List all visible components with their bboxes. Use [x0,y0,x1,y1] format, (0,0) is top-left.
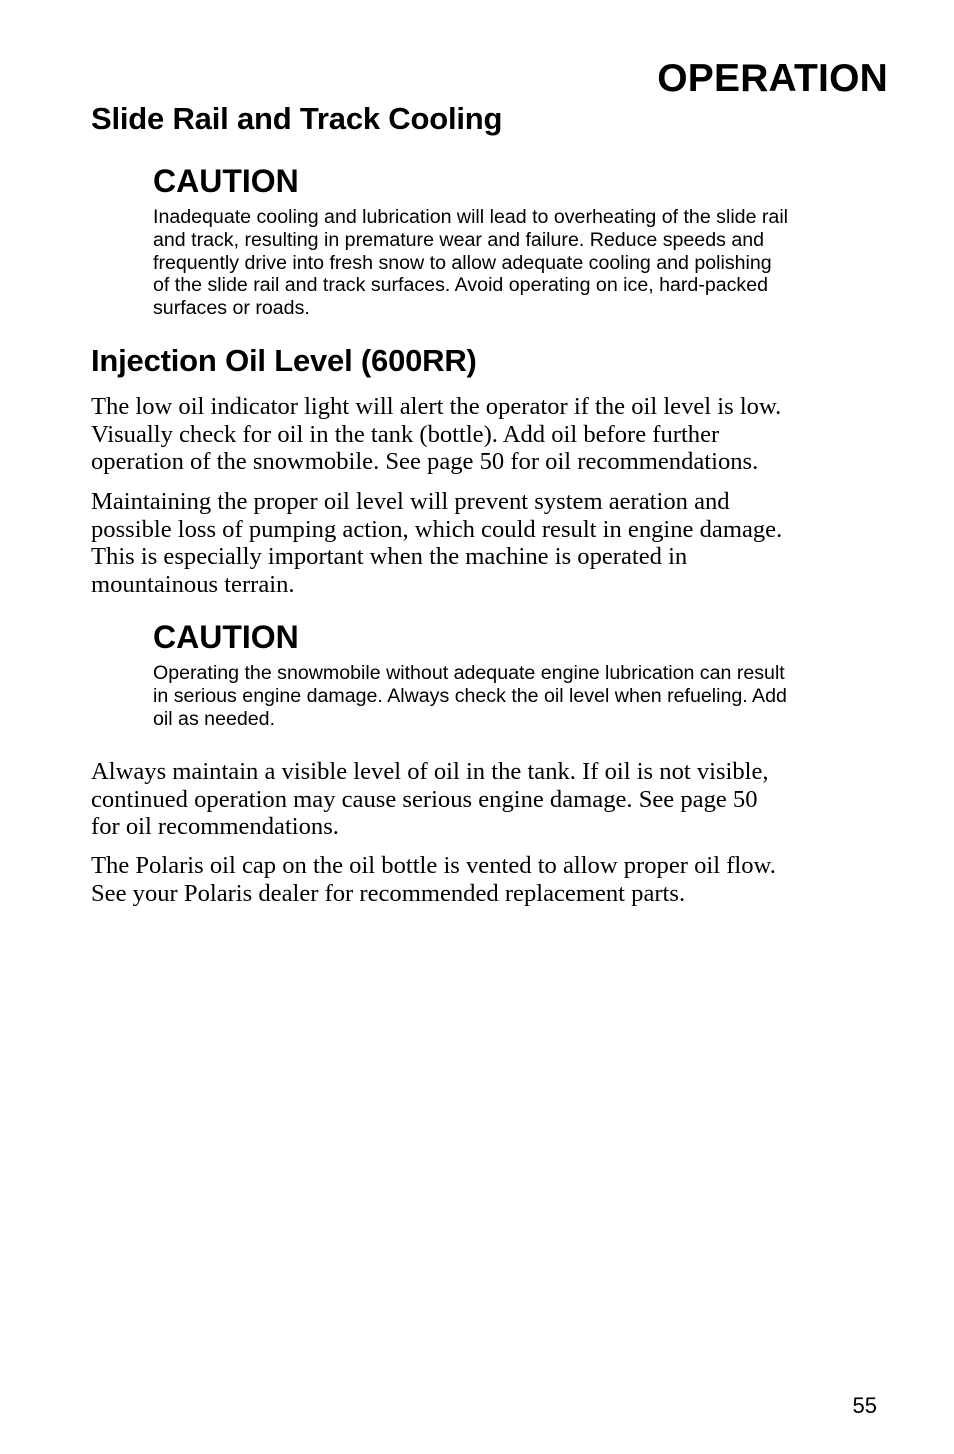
caution-line: of the slide rail and track surfaces. Avoid operating on ice, hard-packed [153,274,769,297]
paragraph-line: The low oil indicator light will alert the operator if the oil level is low. [91,393,782,420]
heading-injection-oil-level: Injection Oil Level (600RR) [91,343,477,378]
paragraph-line: continued operation may cause serious engine damage. See page 50 [91,785,758,813]
paragraph-low-oil-indicator [91,393,891,476]
caution-line: frequently drive into fresh snow to allow adequate cooling and polishing [153,251,772,274]
paragraph-proper-oil-level [91,488,891,598]
caution-line: oil as needed. [153,707,276,730]
caution-line: in serious engine damage. Always check the oil level when refueling. Add [153,684,787,707]
paragraph-line: mountainous terrain. [91,570,295,598]
caution-line: and track, resulting in premature wear and failure. Reduce speeds and [153,228,765,251]
caution-title: CAUTION [153,163,299,199]
caution-line: Inadequate cooling and lubrication will lead to overheating of the slide rail [153,206,789,228]
caution-title: CAUTION [153,619,299,655]
paragraph-line: The Polaris oil cap on the oil bottle is vented to allow proper oil flow. [91,852,776,879]
paragraph-line: This is especially important when the machine is operated in [91,543,688,571]
caution-box-slide-rail [153,162,898,320]
paragraph-line: Visually check for oil in the tank (bottle). Add oil before further [91,420,720,448]
paragraph-line: Maintaining the proper oil level will prevent system aeration and [91,488,730,515]
heading-slide-rail-track-cooling: Slide Rail and Track Cooling [91,101,503,136]
caution-box-engine-lubrication [153,618,898,730]
page-number: 55 [852,1393,877,1418]
paragraph-line: for oil recommendations. [91,813,339,841]
running-header: OPERATION [657,57,888,100]
paragraph-visible-oil-level [91,758,891,841]
caution-text [153,206,898,320]
paragraph-line: Always maintain a visible level of oil in the tank. If oil is not visible, [91,758,769,785]
caution-text [153,662,898,730]
paragraph-oil-cap [91,852,891,907]
paragraph-line: See your Polaris dealer for recommended replacement parts. [91,879,686,907]
caution-line: surfaces or roads. [153,297,310,320]
paragraph-line: possible loss of pumping action, which could result in engine damage. [91,515,783,543]
paragraph-line: operation of the snowmobile. See page 50 for oil recommendations. [91,448,759,476]
caution-line: Operating the snowmobile without adequate engine lubrication can result [153,662,785,684]
